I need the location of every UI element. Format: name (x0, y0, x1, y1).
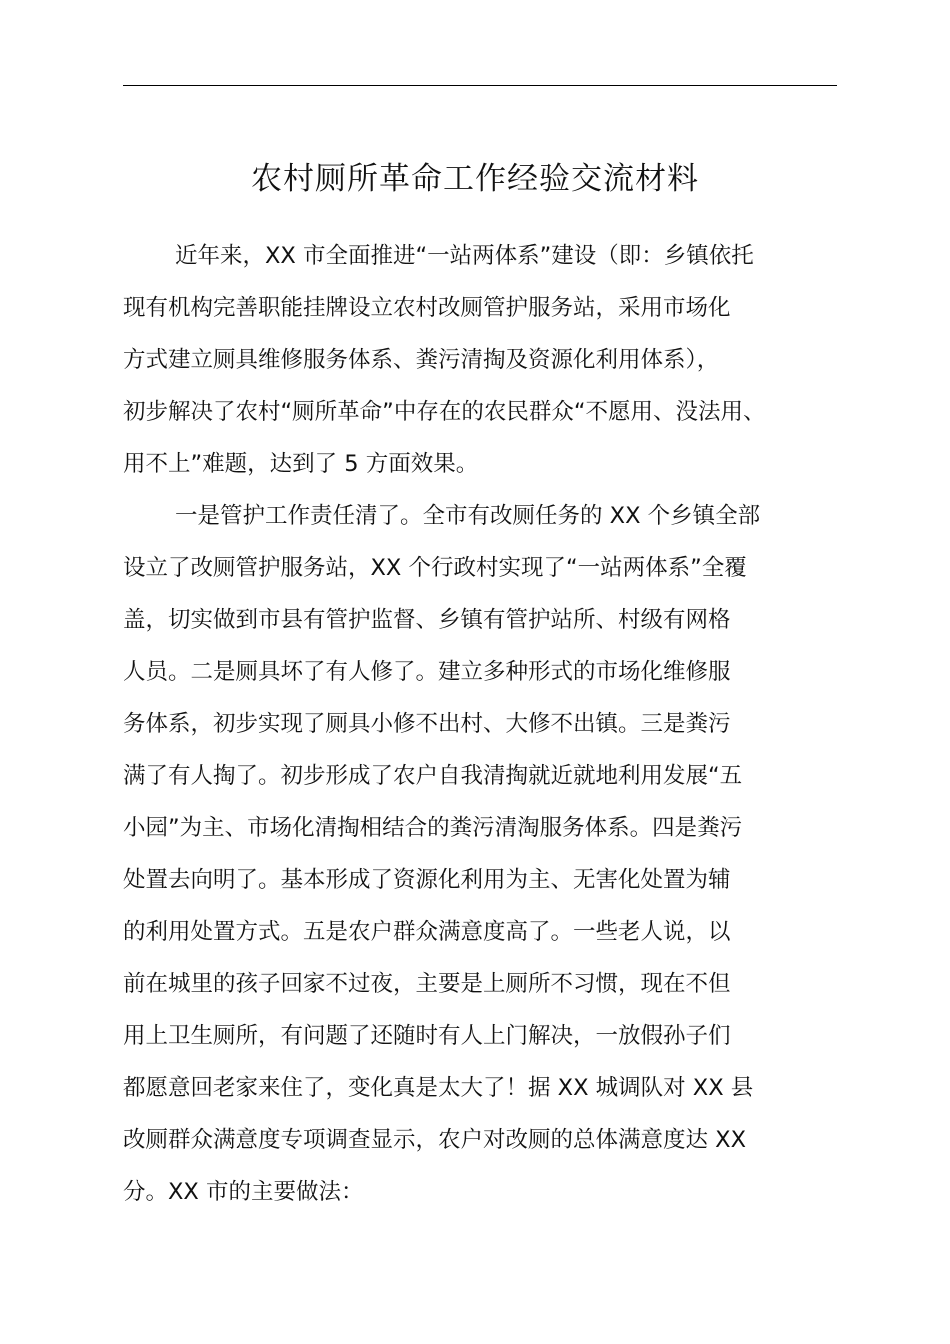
body-line: 满了有人掏了。初步形成了农户自我清掏就近就地利用发展“五 (123, 763, 743, 789)
body-line: 务体系，初步实现了厕具小修不出村、大修不出镇。三是粪污 (123, 711, 731, 737)
body-line: 设立了改厕管护服务站，XX 个行政村实现了“一站两体系”全覆 (123, 555, 747, 581)
body-line: 都愿意回老家来住了，变化真是太大了！据 XX 城调队对 XX 县 (123, 1075, 754, 1101)
body-line: 盖，切实做到市县有管护监督、乡镇有管护站所、村级有网格 (123, 607, 731, 633)
body-line: 现有机构完善职能挂牌设立农村改厕管护服务站，采用市场化 (123, 295, 731, 321)
body-line: 改厕群众满意度专项调查显示，农户对改厕的总体满意度达 XX (123, 1127, 746, 1153)
body-line: 前在城里的孩子回家不过夜，主要是上厕所不习惯，现在不但 (123, 971, 731, 997)
body-line: 人员。二是厕具坏了有人修了。建立多种形式的市场化维修服 (123, 659, 731, 685)
body-line: 处置去向明了。基本形成了资源化利用为主、无害化处置为辅 (123, 867, 731, 893)
body-line: 的利用处置方式。五是农户群众满意度高了。一些老人说，以 (123, 919, 731, 945)
body-line: 近年来，XX 市全面推进“一站两体系”建设（即：乡镇依托 (175, 243, 754, 269)
body-line: 小园”为主、市场化清掏相结合的粪污清淘服务体系。四是粪污 (123, 815, 743, 841)
body-line: 初步解决了农村“厕所革命”中存在的农民群众“不愿用、没法用、 (123, 399, 766, 425)
header-rule (123, 85, 837, 86)
body-line: 用上卫生厕所，有问题了还随时有人上门解决，一放假孙子们 (123, 1023, 731, 1049)
body-line: 用不上”难题，达到了 5 方面效果。 (123, 451, 479, 477)
body-line: 一是管护工作责任清了。全市有改厕任务的 XX 个乡镇全部 (175, 503, 761, 529)
body-line: 分。XX 市的主要做法： (123, 1179, 364, 1205)
document-title: 农村厕所革命工作经验交流材料 (251, 161, 699, 197)
body-line: 方式建立厕具维修服务体系、粪污清掏及资源化利用体系）， (123, 347, 720, 373)
